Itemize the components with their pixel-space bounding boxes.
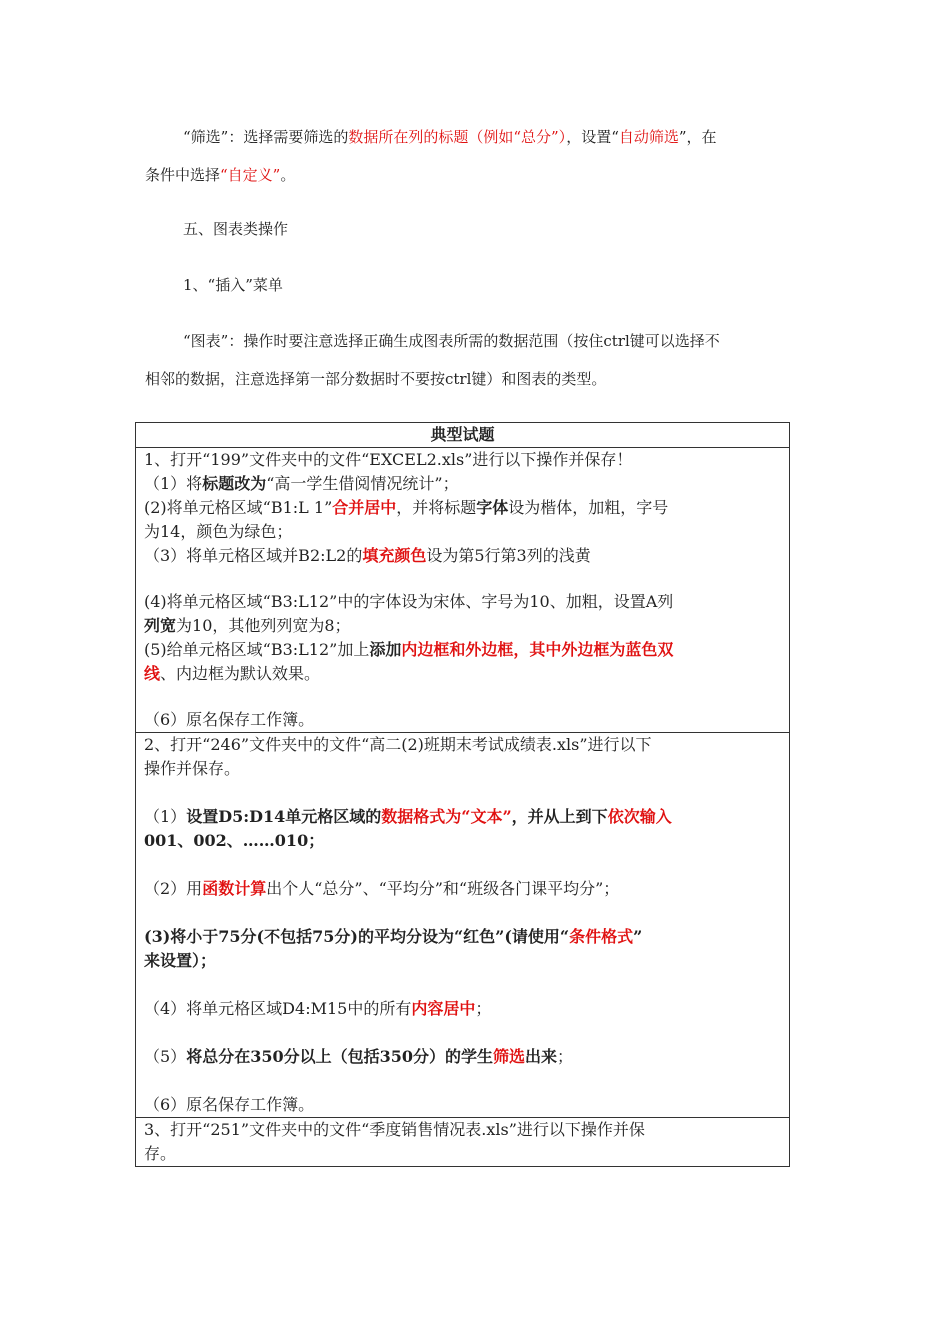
chart-line-2: 相邻的数据，注意选择第一部分数据时不要按ctrl键）和图表的类型。 xyxy=(145,370,607,388)
q2-step-6: （6）原名保存工作簿。 xyxy=(144,1095,315,1114)
chart-paragraph xyxy=(145,322,810,398)
q1-step-5: (5)给单元格区域“B3:L12”加上添加内边框和外边框，其中外边框为蓝色双 xyxy=(144,640,674,659)
q2-step-5: （5）将总分在350分以上（包括350分）的学生筛选出来； xyxy=(144,1047,574,1066)
chart-line-1: “图表”：操作时要注意选择正确生成图表所需的数据范围（按住ctrl键可以选择不 xyxy=(183,332,720,350)
question-3 xyxy=(136,1118,790,1167)
q2-step-2: （2）用函数计算出个人“总分”、“平均分”和“班级各门课平均分”； xyxy=(144,879,620,898)
q1-step-2-cont: 为14，颜色为绿色； xyxy=(144,522,293,541)
highlight-text: “自定义” xyxy=(220,166,281,184)
text: ”，在 xyxy=(678,128,717,146)
table-header: 典型试题 xyxy=(136,423,790,448)
subsection-heading: 1、“插入”菜单 xyxy=(183,276,283,294)
section-heading: 五、图表类操作 xyxy=(183,220,289,238)
q3-title: 3、打开“251”文件夹中的文件“季度销售情况表.xls”进行以下操作并保 xyxy=(144,1120,645,1139)
text: 条件中选择 xyxy=(145,166,221,184)
q2-step-1-cont: 001、002、……010； xyxy=(144,831,325,850)
q2-title: 2、打开“246”文件夹中的文件“高二(2)班期末考试成绩表.xls”进行以下 xyxy=(144,735,652,754)
q1-step-4-cont: 列宽为10，其他列列宽为8； xyxy=(144,616,351,635)
text: “筛选”：选择需要筛选的 xyxy=(183,128,349,146)
q1-step-5-cont: 线、内边框为默认效果。 xyxy=(144,664,321,683)
highlight-text: 自动筛选 xyxy=(618,128,679,146)
q2-step-1: （1）设置D5:D14单元格区域的数据格式为“文本”，并从上到下依次输入 xyxy=(144,807,672,826)
text: ，设置“ xyxy=(566,128,619,146)
highlight-text: 数据所在列的标题（例如“总分”） xyxy=(348,128,567,146)
q2-step-3-cont: 来设置）； xyxy=(144,951,217,970)
exercise-table xyxy=(135,422,790,1167)
q1-step-1: （1）将标题改为“高一学生借阅情况统计”； xyxy=(144,474,459,493)
q1-title: 1、打开“199”文件夹中的文件“EXCEL2.xls”进行以下操作并保存！ xyxy=(144,450,633,469)
filter-paragraph xyxy=(145,118,810,194)
question-1 xyxy=(136,448,790,733)
question-2 xyxy=(136,733,790,1118)
q1-step-2: (2)将单元格区域“B1:L 1”合并居中，并将标题字体设为楷体，加粗，字号 xyxy=(144,498,669,517)
q2-step-3: (3)将小于75分(不包括75分)的平均分设为“红色”(请使用“条件格式” xyxy=(144,927,643,946)
text: 。 xyxy=(280,166,296,184)
q1-step-3: （3）将单元格区域并B2:L2的填充颜色设为第5行第3列的浅黄 xyxy=(144,546,591,565)
q2-title-cont: 操作并保存。 xyxy=(144,759,241,778)
q3-title-cont: 存。 xyxy=(144,1144,177,1163)
q1-step-6: （6）原名保存工作簿。 xyxy=(144,710,315,729)
q1-step-4: (4)将单元格区域“B3:L12”中的字体设为宋体、字号为10、加粗，设置A列 xyxy=(144,592,674,611)
q2-step-4: （4）将单元格区域D4:M15中的所有内容居中； xyxy=(144,999,492,1018)
